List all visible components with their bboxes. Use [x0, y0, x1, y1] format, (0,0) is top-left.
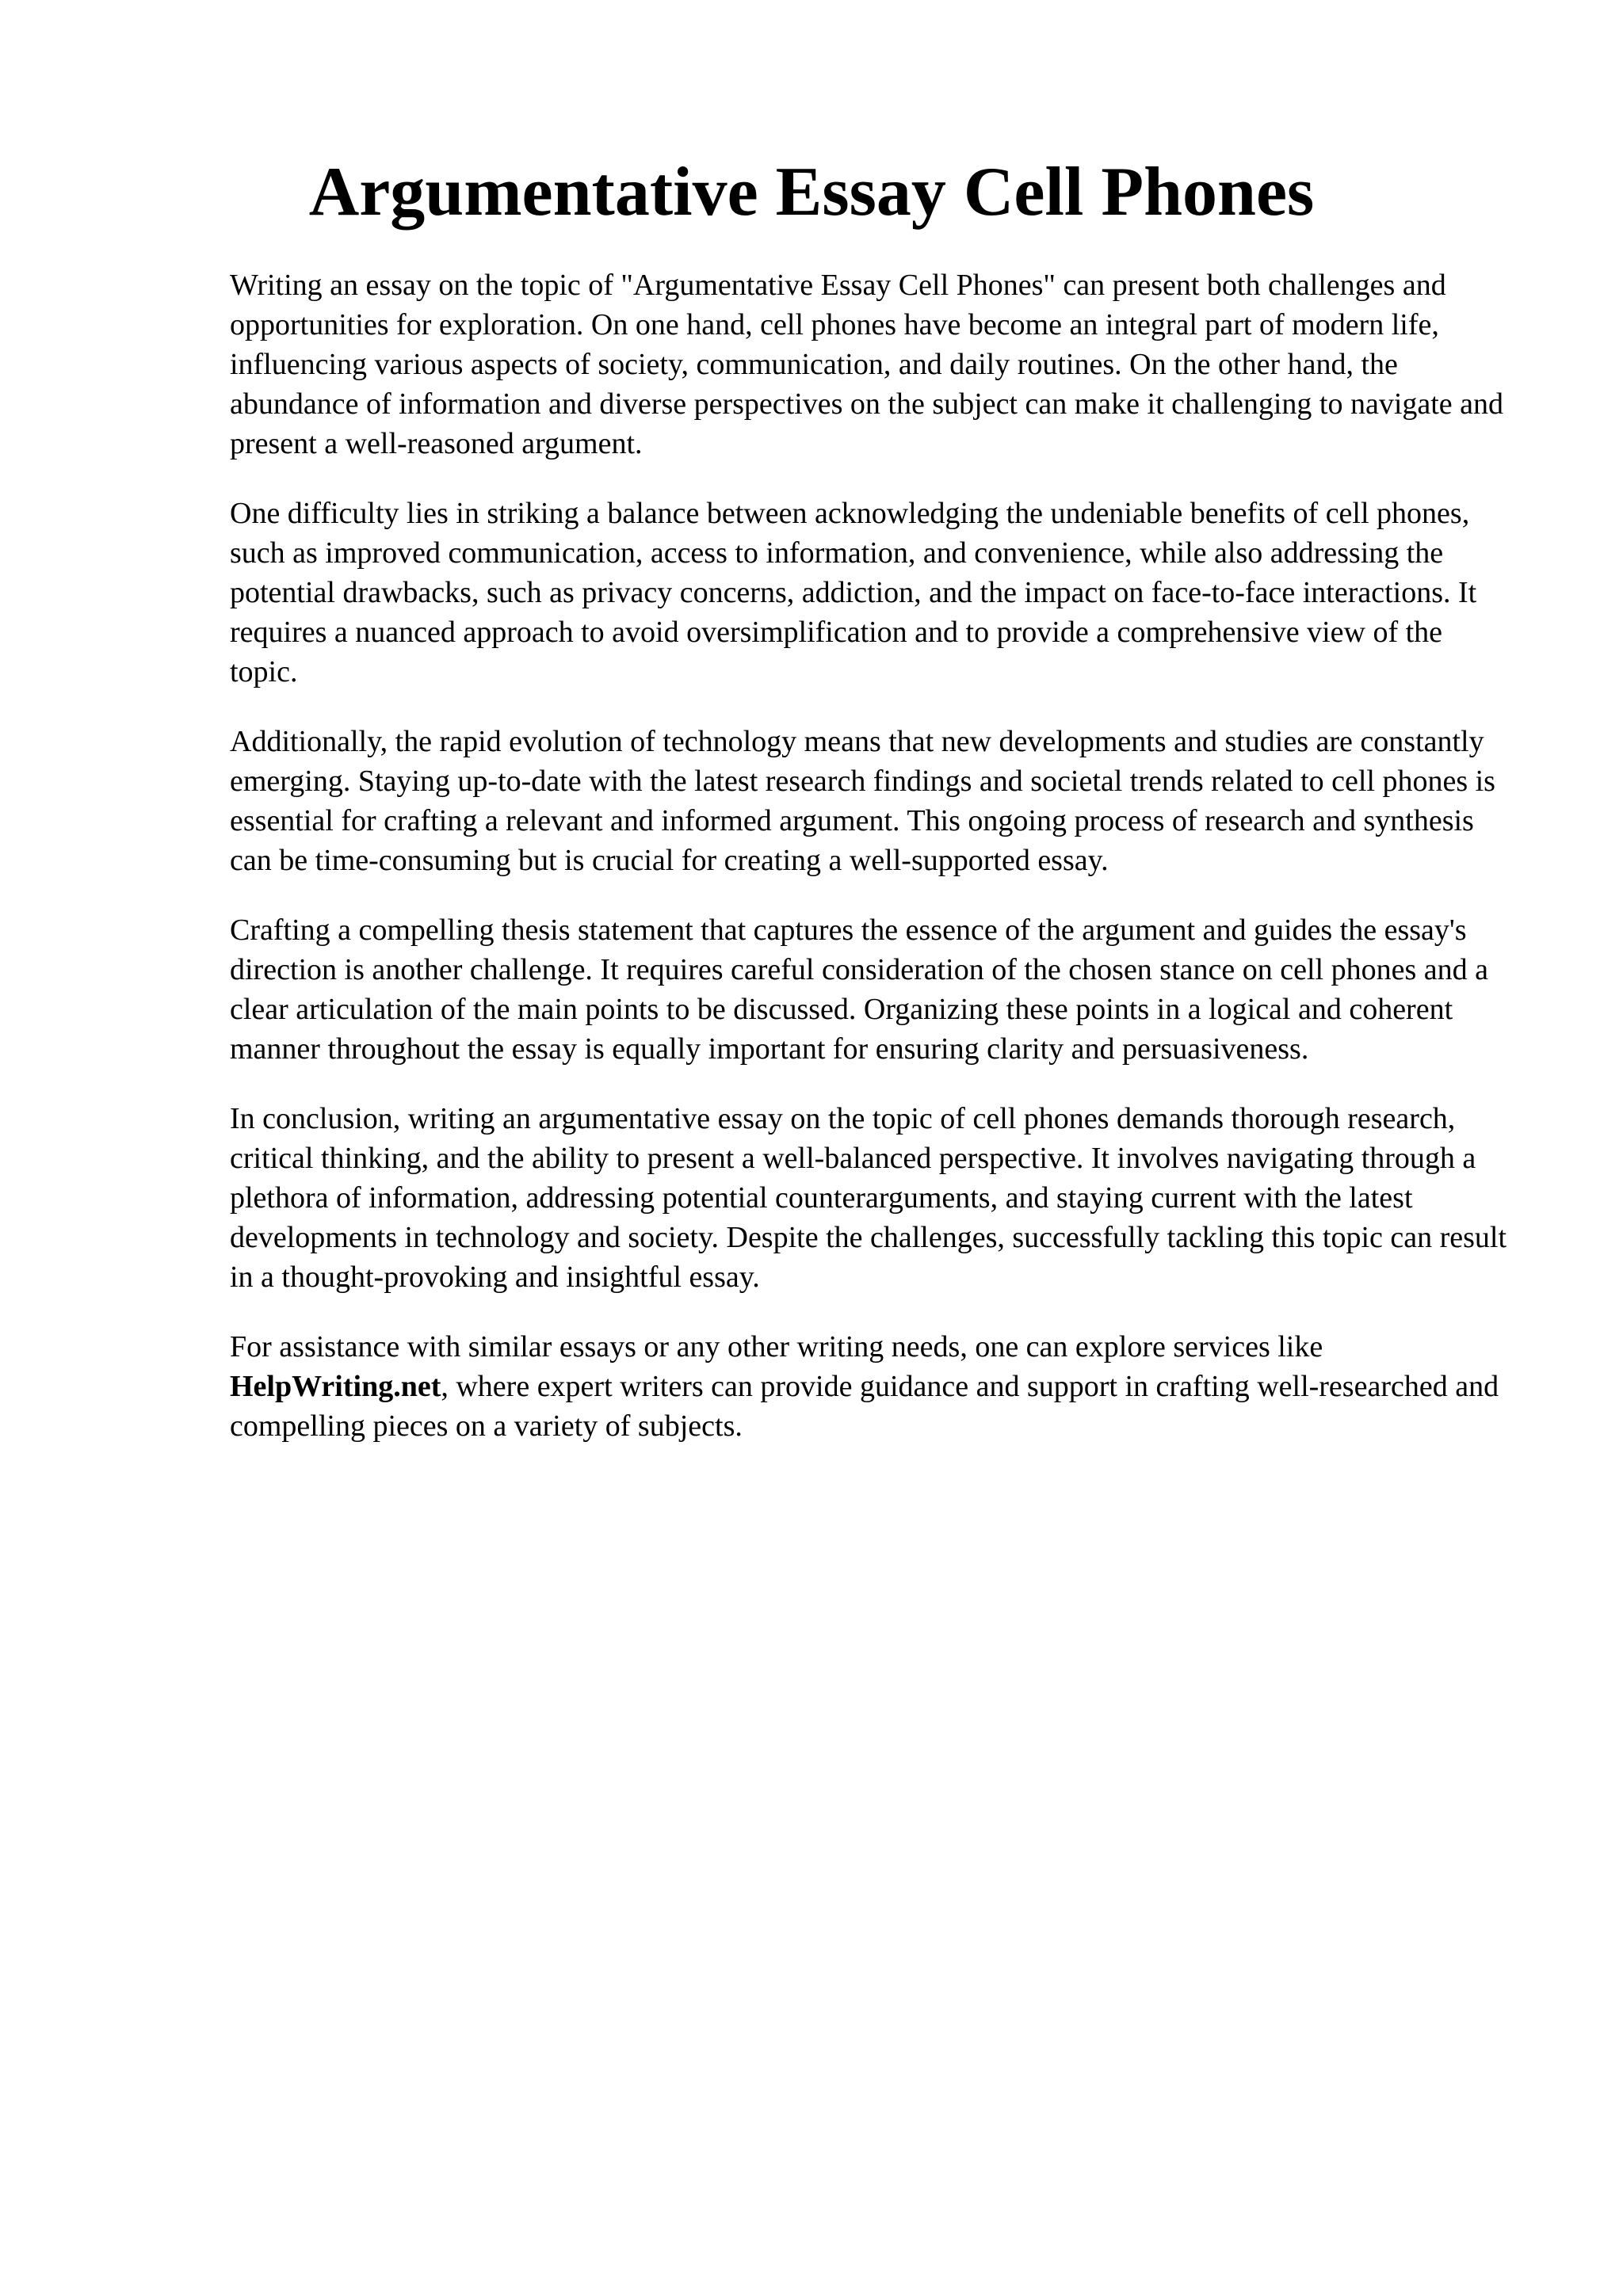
paragraph-balance: One difficulty lies in striking a balance between acknowledging the undeniable benefits of cell phones, such as improved communication, access to information, and convenience, while also addressing the potential drawbacks, such as privacy concerns, addiction, and the impact on face-to-face interactions. It requires a nuanced approach to avoid oversimplification and to provide a comprehensive view of the topic. [230, 497, 1477, 688]
paragraph-thesis: Crafting a compelling thesis statement that captures the essence of the argument and guides the essay's direction is another challenge. It requires careful consideration of the chosen stance on cell phones and a clear articulation of the main points to be discussed. Organizing these points in a logical and coherent manner throughout the essay is equally important for ensuring clarity and persuasiveness. [230, 913, 1488, 1066]
paragraph-intro: Writing an essay on the topic of "Argumentative Essay Cell Phones" can present both challenges and opportunities for exploration. On one hand, cell phones have become an integral part of modern life, influencing various aspects of society, communication, and daily routines. On the other hand, the abundance of information and diverse perspectives on the subject can make it challenging to navigate and present a well-reasoned argument. [230, 269, 1504, 460]
essay-body [230, 265, 1514, 1476]
paragraph-technology: Additionally, the rapid evolution of technology means that new developments and studies are constantly emerging. Staying up-to-date with the latest research findings and societal trends related to cell phones is essential for crafting a relevant and informed argument. This ongoing process of research and synthesis can be time-consuming but is crucial for creating a well-supported essay. [230, 725, 1495, 877]
helpwriting-brand: HelpWriting.net [230, 1370, 441, 1403]
page-title: Argumentative Essay Cell Phones [308, 154, 1315, 231]
paragraph-closing [230, 1327, 1514, 1446]
closing-text-after: , where expert writers can provide guidance and support in crafting well-researched and compelling pieces on a variety of subjects. [230, 1370, 1499, 1443]
paragraph-conclusion: In conclusion, writing an argumentative essay on the topic of cell phones demands thorough research, critical thinking, and the ability to present a well-balanced perspective. It involves navigating through a plethora of information, addressing potential counterarguments, and staying current with the latest developments in technology and society. Despite the challenges, successfully tackling this topic can result in a thought-provoking and insightful essay. [230, 1102, 1507, 1294]
closing-text-before: For assistance with similar essays or any other writing needs, one can explore services like [230, 1330, 1323, 1363]
